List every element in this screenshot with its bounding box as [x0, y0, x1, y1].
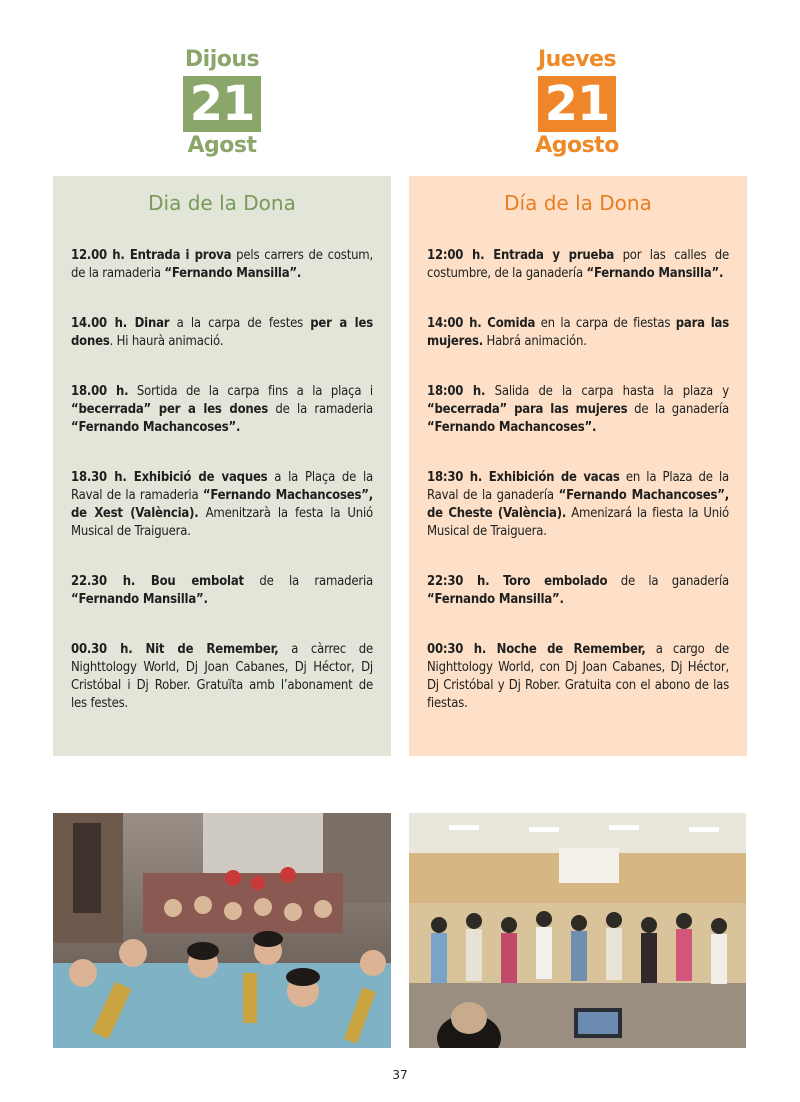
program-panel-catalan	[53, 176, 391, 756]
date-header-spanish	[487, 46, 667, 160]
program-panel-spanish	[409, 176, 747, 756]
photo-street-parade	[53, 813, 391, 1048]
program-entry: 12:00 h. Entrada y prueba por las calles de costumbre, de la ganadería “Fernando Mansilla”.	[427, 248, 729, 281]
program-entry: 12.00 h. Entrada i prova pels carrers de costum, de la ramaderia “Fernando Mansilla”.	[71, 248, 373, 281]
day-name: Jueves	[537, 47, 617, 72]
month-name: Agosto	[535, 133, 619, 158]
program-entry: 14:00 h. Comida en la carpa de fiestas para las mujeres. Habrá animación.	[427, 316, 729, 349]
program-entry: 18.30 h. Exhibició de vaques a la Plaça de la Raval de la ramaderia “Fernando Machancoses”, de Xest (València). Amenitzarà la festa la Unió Musical de Traiguera.	[71, 470, 374, 539]
day-number-badge: 21	[183, 76, 261, 132]
page-number: 37	[392, 1068, 408, 1082]
program-entry: 22:30 h. Toro embolado de la ganadería “Fernando Mansilla”.	[427, 574, 729, 607]
program-entry: 18:00 h. Salida de la carpa hasta la plaza y “becerrada” para las mujeres de la ganadería “Fernando Machancoses”.	[427, 384, 729, 435]
day-name: Dijous	[184, 47, 260, 72]
date-header-catalan	[132, 46, 312, 160]
photo-indoor-dance	[409, 813, 746, 1048]
panel-title: Día de la Dona	[504, 191, 652, 215]
program-entry: 22.30 h. Bou embolat de la ramaderia “Fernando Mansilla”.	[71, 574, 373, 607]
program-entry: 00.30 h. Nit de Remember, a càrrec de Nighttology World, Dj Joan Cabanes, Dj Héctor, Dj Cristóbal i Dj Rober. Gratuïta amb l’abonament de les festes.	[71, 642, 373, 711]
day-number-badge: 21	[538, 76, 616, 132]
program-entry: 00:30 h. Noche de Remember, a cargo de Nighttology World, con Dj Joan Cabanes, Dj Héctor, Dj Cristóbal y Dj Rober. Gratuita con el abono de las fiestas.	[427, 642, 729, 711]
program-entry: 18:30 h. Exhibición de vacas en la Plaza de la Raval de la ganadería “Fernando Machancoses”, de Cheste (València). Amenizará la fiesta la Unió Musical de Traiguera.	[427, 470, 730, 539]
program-entry: 14.00 h. Dinar a la carpa de festes per a les dones. Hi haurà animació.	[71, 316, 373, 349]
panel-title: Dia de la Dona	[148, 191, 296, 215]
program-entry: 18.00 h. Sortida de la carpa fins a la plaça i “becerrada” per a les dones de la ramaderia “Fernando Machancoses”.	[71, 384, 373, 435]
month-name: Agost	[187, 133, 257, 158]
